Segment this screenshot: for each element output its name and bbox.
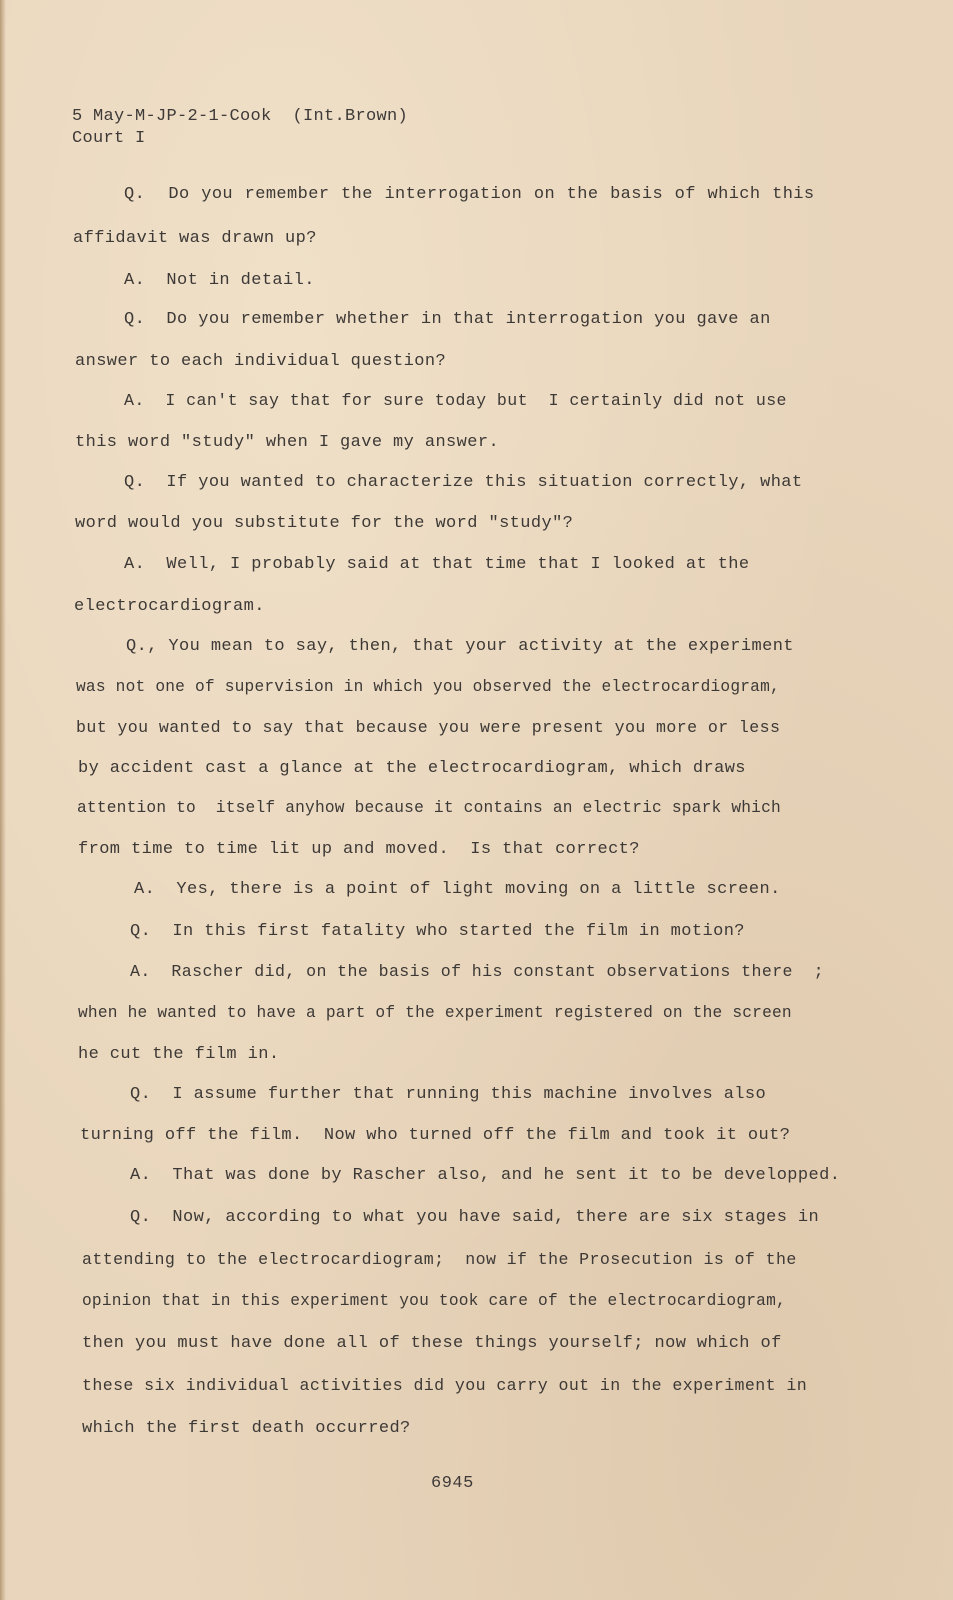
transcript-line: word would you substitute for the word "study"?: [75, 514, 574, 533]
page-edge-shadow: [0, 0, 6, 1600]
transcript-line: when he wanted to have a part of the experiment registered on the screen: [78, 1004, 792, 1022]
transcript-line: Q. Now, according to what you have said, there are six stages in: [130, 1208, 820, 1227]
transcript-line: Q., You mean to say, then, that your activity at the experiment: [126, 637, 794, 656]
transcript-line: Q. Do you remember whether in that interrogation you gave an: [124, 310, 771, 329]
court-label: Court I: [72, 129, 146, 148]
transcript-line: which the first death occurred?: [82, 1419, 411, 1438]
transcript-line: by accident cast a glance at the electrocardiogram, which draws: [78, 759, 746, 778]
transcript-line: Q. If you wanted to characterize this situation correctly, what: [124, 473, 803, 492]
transcript-line: Q. In this first fatality who started the film in motion?: [130, 922, 745, 941]
transcript-line: A. Rascher did, on the basis of his constant observations there ;: [130, 962, 824, 981]
transcript-line: Q. Do you remember the interrogation on the basis of which this: [124, 185, 815, 204]
transcript-line: A. Not in detail.: [124, 271, 315, 290]
transcript-line: answer to each individual question?: [75, 352, 447, 371]
transcript-line: from time to time lit up and moved. Is that correct?: [78, 840, 640, 859]
transcript-line: attention to itself anyhow because it contains an electric spark which: [77, 799, 781, 817]
transcript-line: he cut the film in.: [78, 1045, 280, 1064]
transcript-line: was not one of supervision in which you observed the electrocardiogram,: [76, 678, 780, 696]
transcript-header: [72, 106, 408, 150]
transcript-line: these six individual activities did you carry out in the experiment in: [82, 1376, 808, 1395]
session-reference: 5 May-M-JP-2-1-Cook (Int.Brown): [72, 107, 409, 126]
transcript-line: opinion that in this experiment you took care of the electrocardiogram,: [82, 1292, 786, 1310]
transcript-line: affidavit was drawn up?: [73, 229, 317, 248]
transcript-line: electrocardiogram.: [74, 597, 265, 616]
transcript-line: attending to the electrocardiogram; now if the Prosecution is of the: [82, 1250, 797, 1269]
transcript-line: then you must have done all of these things yourself; now which of: [82, 1334, 782, 1353]
transcript-line: but you wanted to say that because you were present you more or less: [76, 718, 781, 737]
transcript-line: turning off the film. Now who turned off the film and took it out?: [80, 1126, 791, 1145]
transcript-line: A. That was done by Rascher also, and he sent it to be developped.: [130, 1166, 841, 1185]
transcript-line: this word "study" when I gave my answer.: [75, 433, 500, 452]
page-number: 6945: [431, 1474, 474, 1493]
transcript-line: A. Well, I probably said at that time that I looked at the: [124, 555, 750, 574]
transcript-line: A. I can't say that for sure today but I certainly did not use: [124, 391, 787, 410]
transcript-line: A. Yes, there is a point of light moving on a little screen.: [134, 880, 781, 899]
transcript-line: Q. I assume further that running this machine involves also: [130, 1085, 767, 1104]
